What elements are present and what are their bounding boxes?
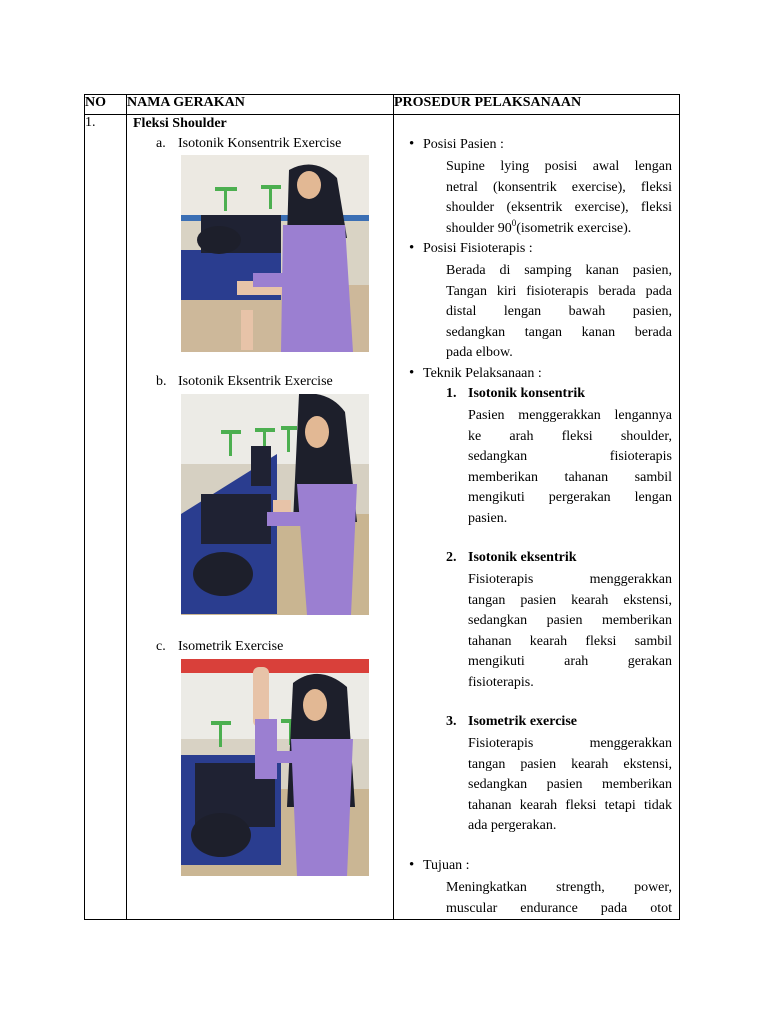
teknik-item-1-title: 1. Isotonik konsentrik <box>446 386 586 401</box>
teknik-item-3-title: 3. Isometrik exercise <box>446 714 577 729</box>
photo-isotonik-eksentrik <box>181 394 369 615</box>
row-number: 1. <box>85 115 127 920</box>
photo-isometrik <box>181 659 369 876</box>
table-header-row <box>85 95 680 115</box>
posisi-pasien-text: Supine lying posisi awal lengan netral (konsentrik exercise), fleksi shoulder (eksentrik exercise), fleksi shoulder $90^0(isometrik$ exercise). <box>446 159 672 236</box>
bullet-tujuan: • Tujuan : <box>423 858 470 874</box>
procedure-cell <box>394 115 680 920</box>
photo-isotonik-konsentrik <box>181 155 369 352</box>
bullet-posisi-pasien: • Posisi Pasien : <box>423 137 504 153</box>
subitem-c: c. Isometrik Exercise <box>156 639 284 654</box>
movement-title: Fleksi Shoulder <box>133 116 227 131</box>
subitem-b: b. Isotonik Eksentrik Exercise <box>156 374 333 389</box>
posisi-fisioterapis-text: Berada di samping kanan pasien, Tangan kiri fisioterapis berada pada distal lengan bawah pasien, sedangkan tangan kanan berada pada elbow. <box>446 263 672 361</box>
table-row <box>85 115 680 920</box>
subitem-a: a. Isotonik Konsentrik Exercise <box>156 136 342 151</box>
tujuan-text: Meningkatkan strength, power, muscular endurance pada otot <box>446 880 672 916</box>
teknik-item-2-title: 2. Isotonik eksentrik <box>446 550 577 565</box>
exercise-table <box>84 94 680 920</box>
header-nama-gerakan: NAMA GERAKAN <box>127 95 394 115</box>
bullet-posisi-fisioterapis: • Posisi Fisioterapis : <box>423 241 533 257</box>
teknik-item-2-text: Fisioterapis menggerakkan tangan pasien kearah ekstensi, sedangkan pasien memberikan tahanan kearah fleksi sambil mengikuti arah gerakan fisioterapis. <box>468 572 672 690</box>
movement-cell <box>127 115 394 920</box>
header-no: NO <box>85 95 127 115</box>
bullet-teknik-pelaksanaan: • Teknik Pelaksanaan : <box>423 366 542 382</box>
header-prosedur: PROSEDUR PELAKSANAAN <box>394 95 680 115</box>
teknik-item-3-text: Fisioterapis menggerakkan tangan pasien kearah ekstensi, sedangkan pasien memberikan tahanan kearah fleksi tetapi tidak ada pergerakan. <box>468 736 672 834</box>
teknik-item-1-text: Pasien menggerakkan lengannya ke arah fleksi shoulder, sedangkan fisioterapis memberikan tahanan sambil mengikuti pergerakan lengan pasien. <box>468 408 672 526</box>
